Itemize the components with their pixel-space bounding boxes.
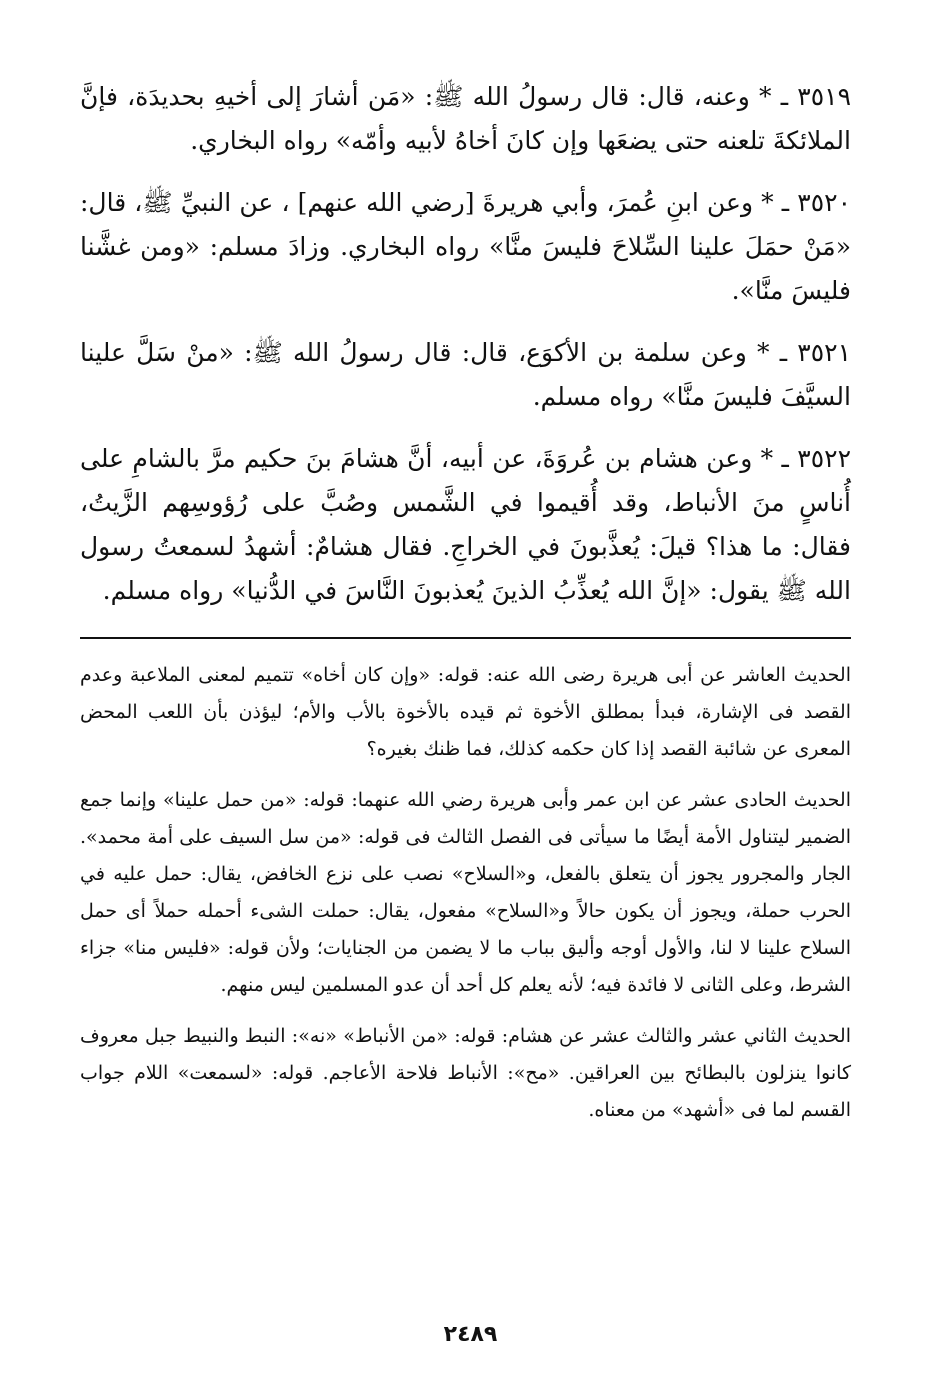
commentary-note-twelfth-thirteenth: الحديث الثاني عشر والثالث عشر عن هشام: قوله: «من الأنباط» «نه»: النبط والنبيط جبل معروف كانوا ينزلون بالبطائح بين العراقين. «مح»: الأنباط فلاحة الأعاجم. قوله: «لسمعت» اللام جواب القسم لما فى «أشهد» من معناه.: [80, 1025, 851, 1121]
hadith-3519: ٣٥١٩ ـ * وعنه، قال: قال رسولُ الله ﷺ: «مَن أشارَ إلى أخيهِ بحديدَة، فإنَّ الملائكةَ تلعنه حتى يضعَها وإن كانَ أخاهُ لأبيه وأمّه» رواه البخاري.: [80, 82, 851, 155]
footnote-divider: [80, 637, 851, 639]
page-number: ٢٤٨٩: [443, 1322, 498, 1347]
commentary-note-eleventh: الحديث الحادى عشر عن ابن عمر وأبى هريرة رضي الله عنهما: قوله: «من حمل علينا» وإنما جمع الضمير ليتناول الأمة أيضًا ما سيأتى فى الفصل الثالث فى قوله: «من سل السيف على أمة محمد». الجار والمجرور يجوز أن يتعلق بالفعل، و«السلاح» نصب على نزع الخافض، يقال: حمل عليه في الحرب حملة، ويجوز أن يكون حالاً و«السلاح» مفعول، يقال: حملت الشىء أحمله حملاً أى حمل السلاح علينا لا لنا، والأول أوجه وأليق بباب ما لا يضمن من الجنايات؛ ولأن قوله: «فليس منا» جزاء الشرط، وعلى الثانى لا فائدة فيه؛ لأنه يعلم كل أحد أن عدو المسلمين ليس منهم.: [80, 789, 851, 996]
page-body: [80, 75, 851, 1143]
hadith-3522: ٣٥٢٢ ـ * وعن هشام بن عُروَةَ، عن أبيه، أنَّ هشامَ بنَ حكيم مرَّ بالشامِ على أُناسٍ منَ الأنباط، وقد أُقيموا في الشَّمس وصُبَّ على رُؤوسِهم الزَّيتُ، فقال: ما هذا؟ قيلَ: يُعذَّبونَ في الخراجِ. فقال هشامٌ: أشهدُ لسمعتُ رسول الله ﷺ يقول: «إنَّ الله يُعذِّبُ الذينَ يُعذبونَ النَّاسَ في الدُّنيا» رواه مسلم.: [80, 444, 851, 605]
hadith-3520: ٣٥٢٠ ـ * وعن ابنِ عُمرَ، وأبي هريرةَ [رضي الله عنهم] ، عن النبيِّ ﷺ، قال: «مَنْ حمَلَ علينا السِّلاحَ فليسَ منَّا» رواه البخاري. وزادَ مسلم: «ومن غشَّنا فليسَ منَّا».: [80, 188, 851, 305]
commentary-note-tenth: الحديث العاشر عن أبى هريرة رضى الله عنه: قوله: «وإن كان أخاه» تتميم لمعنى الملاعبة وعدم القصد فى الإشارة، فبدأ بمطلق الأخوة ثم قيده بالأخوة بالأب والأم؛ ليؤذن بأن اللعب المحض المعرى عن شائبة القصد إذا كان حكمه كذلك، فما ظنك بغيره؟: [80, 664, 851, 760]
hadith-3521: ٣٥٢١ ـ * وعن سلمة بن الأكوَع، قال: قال رسولُ الله ﷺ: «منْ سَلَّ علينا السيَّفَ فليسَ منَّا» رواه مسلم.: [80, 338, 851, 411]
